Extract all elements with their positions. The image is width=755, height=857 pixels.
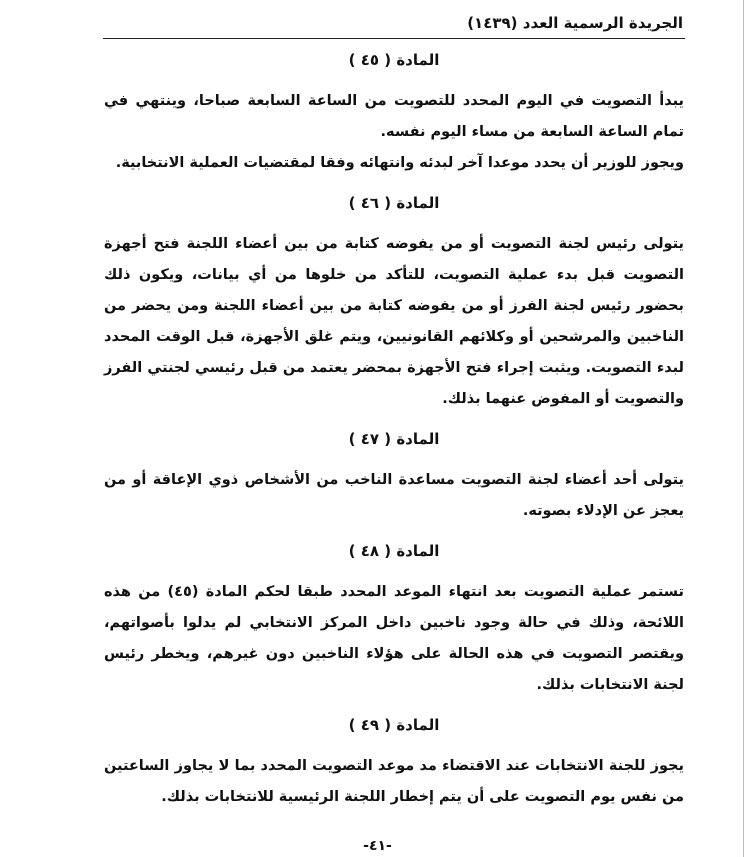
article-title: المادة ( ٤٨ ) [348, 542, 440, 560]
page-number: -٤١- [363, 838, 392, 854]
page-edge [743, 0, 744, 857]
article-48 [104, 535, 684, 701]
article-title: المادة ( ٤٩ ) [348, 716, 440, 734]
article-49 [104, 709, 684, 813]
article-paragraph: يجوز للجنة الانتخابات عند الاقتضاء مد موعد التصويت المحدد بما لا يجاوز الساعتين من نفس يوم التصويت على أن يتم إخطار اللجنة الرئيسية للانتخابات بذلك. [104, 758, 684, 805]
gazette-title: الجريدة الرسمية العدد (١٤٣٩) [467, 14, 683, 32]
page-header [103, 10, 685, 39]
article-paragraph: يتولى رئيس لجنة التصويت أو من يفوضه كتابة من بين أعضاء اللجنة فتح أجهزة التصويت قبل بدء عملية التصويت، للتأكد من خلوها من أي بيانات، ويكون ذلك بحضور رئيس لجنة الفرز أو من يفوضه كتابة من بين أعضاء اللجنة ومن يحضر من الناخبين والمرشحين أو وكلائهم القانونيين، ويتم غلق الأجهزة، قبل الوقت المحدد لبدء التصويت. ويثبت إجراء فتح الأجهزة بمحضر يعتمد من قبل رئيسي لجنتي الفرز والتصويت أو المفوض عنهما بذلك. [104, 236, 684, 407]
article-paragraph: يتولى أحد أعضاء لجنة التصويت مساعدة الناخب من الأشخاص ذوي الإعاقة أو من يعجز عن الإدلاء بصوته. [104, 472, 684, 519]
article-title: المادة ( ٤٧ ) [348, 430, 440, 448]
article-paragraph: تستمر عملية التصويت بعد انتهاء الموعد المحدد طبقا لحكم المادة (٤٥) من هذه اللائحة، وذلك في حالة وجود ناخبين داخل المركز الانتخابي لم يدلوا بأصواتهم، ويقتصر التصويت في هذه الحالة على هؤلاء الناخبين دون غيرهم، ويخطر رئيس لجنة الانتخابات بذلك. [104, 584, 684, 693]
document-body [104, 44, 684, 813]
article-paragraph: يبدأ التصويت في اليوم المحدد للتصويت من الساعة السابعة صباحا، وينتهي في تمام الساعة السابعة من مساء اليوم نفسه. [104, 93, 684, 140]
article-47 [104, 423, 684, 527]
article-45 [104, 44, 684, 179]
article-paragraph: ويجوز للوزير أن يحدد موعدا آخر لبدئه وانتهائه وفقا لمقتضيات العملية الانتخابية. [115, 155, 684, 171]
article-46 [104, 187, 684, 415]
article-title: المادة ( ٤٥ ) [348, 51, 440, 69]
article-title: المادة ( ٤٦ ) [348, 194, 440, 212]
